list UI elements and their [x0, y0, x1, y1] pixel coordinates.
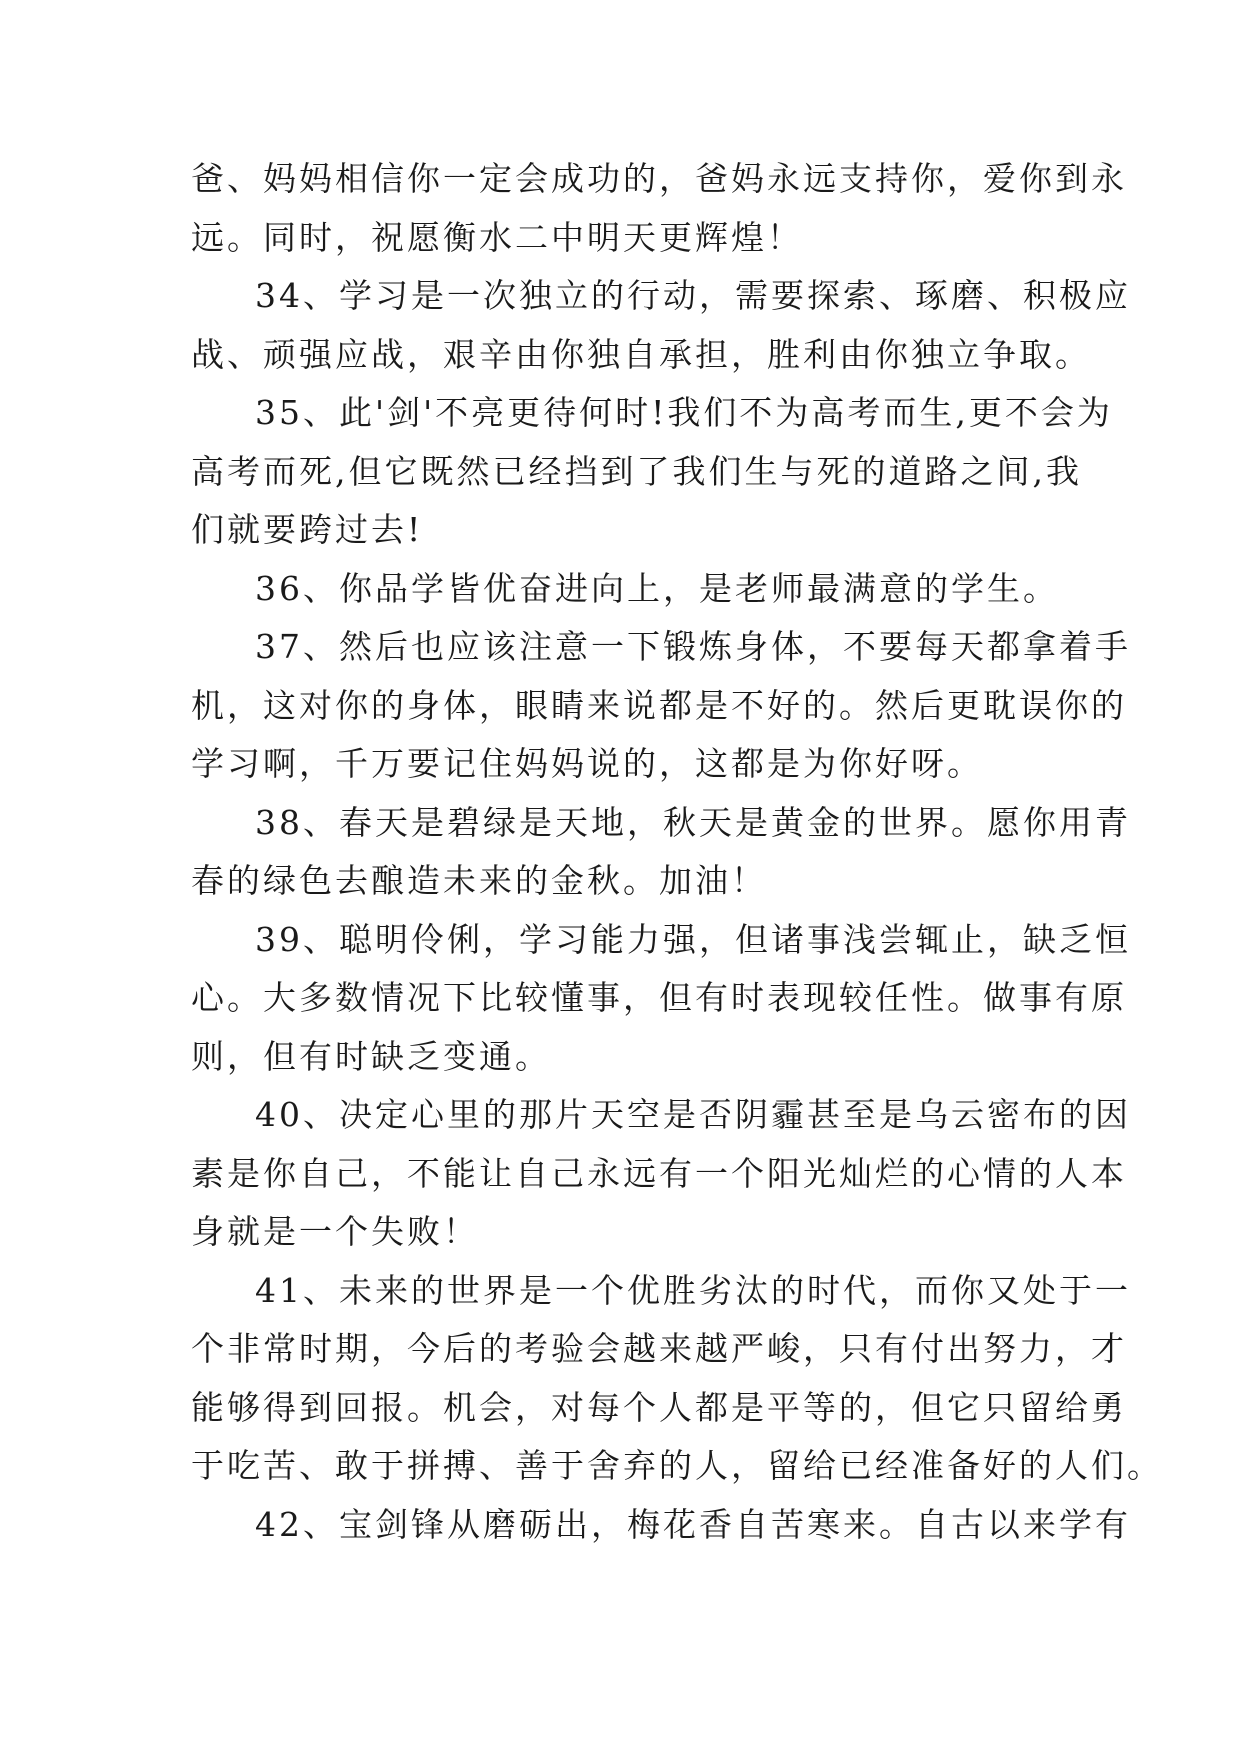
- text-line: 高考而死,但它既然已经挡到了我们生与死的道路之间,我: [191, 451, 1082, 491]
- text-line: 个非常时期，今后的考验会越来越严峻，只有付出努力，才: [191, 1329, 1127, 1368]
- text-line: 34、学习是一次独立的行动，需要探索、琢磨、积极应: [255, 276, 1131, 315]
- text-line: 素是你自己，不能让自己永远有一个阳光灿烂的心情的人本: [191, 1153, 1127, 1193]
- text-line: 39、聪明伶俐，学习能力强，但诸事浅尝辄止，缺乏恒: [255, 919, 1131, 959]
- text-line: 学习啊，千万要记住妈妈说的，这都是为你好呀。: [191, 744, 983, 783]
- paragraph-36: [191, 560, 1059, 619]
- text-line: 春的绿色去酿造未来的金秋。加油！: [191, 861, 767, 900]
- paragraph-34: [191, 267, 1131, 384]
- text-line: 心。大多数情况下比较懂事，但有时表现较任性。做事有原: [191, 978, 1127, 1017]
- text-line: 能够得到回报。机会，对每个人都是平等的，但它只留给勇: [191, 1387, 1127, 1427]
- text-line: 37、然后也应该注意一下锻炼身体，不要每天都拿着手: [255, 627, 1131, 666]
- text-line: 36、你品学皆优奋进向上，是老师最满意的学生。: [255, 568, 1059, 608]
- text-line: 35、此'剑'不亮更待何时!我们不为高考而生,更不会为: [255, 393, 1113, 432]
- text-line: 于吃苦、敢于拼搏、善于舍弃的人，留给已经准备好的人们。: [191, 1446, 1163, 1485]
- paragraph-39: [191, 911, 1131, 1087]
- paragraph-37: [191, 618, 1131, 794]
- paragraph-33-continuation: [191, 150, 1127, 267]
- text-line: 远。同时，祝愿衡水二中明天更辉煌！: [191, 217, 803, 257]
- paragraph-41: [191, 1262, 1163, 1496]
- text-line: 身就是一个失败！: [191, 1212, 479, 1251]
- text-line: 们就要跨过去!: [191, 510, 424, 549]
- text-line: 则，但有时缺乏变通。: [191, 1036, 551, 1076]
- text-line: 爸、妈妈相信你一定会成功的，爸妈永远支持你，爱你到永: [191, 159, 1127, 198]
- text-line: 41、未来的世界是一个优胜劣汰的时代，而你又处于一: [255, 1270, 1131, 1310]
- text-line: 战、顽强应战，艰辛由你独自承担，胜利由你独立争取。: [191, 334, 1091, 374]
- text-line: 42、宝剑锋从磨砺出，梅花香自苦寒来。自古以来学有: [255, 1504, 1131, 1544]
- paragraph-40: [191, 1086, 1131, 1262]
- text-line: 机，这对你的身体，眼睛来说都是不好的。然后更耽误你的: [191, 685, 1127, 725]
- text-line: 40、决定心里的那片天空是否阴霾甚至是乌云密布的因: [255, 1095, 1131, 1134]
- document-body: [191, 150, 1163, 1554]
- paragraph-35: [191, 384, 1113, 560]
- paragraph-38: [191, 794, 1131, 911]
- text-line: 38、春天是碧绿是天地，秋天是黄金的世界。愿你用青: [255, 802, 1131, 842]
- paragraph-42: [191, 1496, 1131, 1555]
